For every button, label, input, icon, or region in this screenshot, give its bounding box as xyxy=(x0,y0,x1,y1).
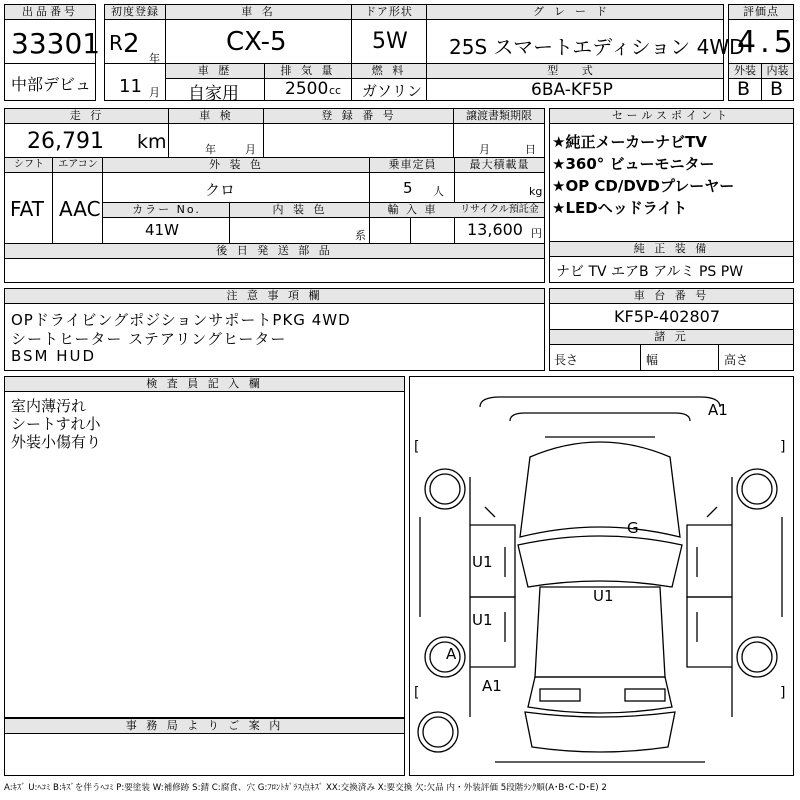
bracket-top-left: [ xyxy=(414,439,420,455)
sales-point-1: ★純正メーカーナビTV xyxy=(552,133,707,151)
venue: 中部デビュ xyxy=(11,75,92,94)
door-cell xyxy=(351,4,427,64)
bracket-bottom-right: ] xyxy=(780,685,786,701)
score: 4.5 xyxy=(737,25,797,60)
reg-year: 2 xyxy=(123,29,140,59)
notes-block xyxy=(4,288,545,371)
windshield xyxy=(518,536,682,587)
equipment-label: 純 正 装 備 xyxy=(550,242,793,257)
office-label: 事 務 局 よ り ご 案 内 xyxy=(5,719,404,734)
mileage-label: 走 行 xyxy=(5,109,169,124)
inspection-label: 車 検 xyxy=(169,109,264,124)
displacement-cell xyxy=(264,63,352,101)
mark-a1-top: A1 xyxy=(708,401,728,419)
chassis-number: KF5P-402807 xyxy=(614,307,721,326)
capacity-label: 乗車定員 xyxy=(370,158,455,173)
mark-u1-left-rear: U1 xyxy=(472,611,493,629)
transfer-day-unit: 日 xyxy=(525,143,536,156)
grade-cell xyxy=(426,4,745,64)
mileage-unit: km xyxy=(137,131,167,153)
notes-line-3: BSM HUD xyxy=(11,347,97,365)
sales-points-label: セールスポイント xyxy=(550,109,793,124)
aircon: AAC xyxy=(59,197,101,221)
mark-u1-roof: U1 xyxy=(593,587,614,605)
height-label: 高さ xyxy=(724,353,749,367)
inspector-block xyxy=(4,376,405,718)
vehicle-details-block xyxy=(4,108,545,283)
inspection-month-unit: 月 xyxy=(245,143,256,156)
grade: 25S スマートエディション 4WD xyxy=(449,35,745,59)
mark-a1-bottom: A1 xyxy=(482,677,502,695)
inspector-line-3: 外装小傷有り xyxy=(11,433,102,451)
mileage: 26,791 xyxy=(27,129,104,154)
shift: FAT xyxy=(10,197,45,221)
reg-month: 11 xyxy=(119,76,142,97)
interior-grade-cell xyxy=(761,63,794,101)
month-unit: 月 xyxy=(149,86,160,99)
later-parts-label: 後 日 発 送 部 品 xyxy=(5,244,544,259)
score-label: 評価点 xyxy=(729,5,793,20)
sales-point-2: ★360° ビューモニター xyxy=(552,155,715,173)
interior-grade: B xyxy=(770,78,784,100)
recycle-unit: 円 xyxy=(531,227,542,240)
door-type: 5W xyxy=(372,29,408,54)
front-bumper xyxy=(480,397,720,407)
car-name-label: 車 名 xyxy=(166,5,351,20)
mark-a-wheel: A xyxy=(446,645,457,663)
notes-line-1: OPドライビングポジションサポートPKG 4WD xyxy=(11,311,351,329)
venue-cell xyxy=(4,63,96,101)
displacement: 2500 xyxy=(285,79,329,99)
notes-line-2: シートヒーター ステアリングヒーター xyxy=(11,330,287,348)
lot-number-cell xyxy=(4,4,101,64)
fuel: ガソリン xyxy=(362,82,423,100)
fuel-label: 燃 料 xyxy=(352,64,426,79)
bracket-bottom-left: [ xyxy=(414,685,420,701)
grade-label: グレード xyxy=(427,5,723,20)
month-cell xyxy=(104,63,166,101)
car-name-cell xyxy=(165,4,352,64)
mark-g: G xyxy=(627,519,639,537)
recycle-label: リサイクル預託金 xyxy=(455,203,544,218)
bracket-top-right: ] xyxy=(780,439,786,455)
shift-label: シフト xyxy=(5,158,53,173)
model-code-label: 型 式 xyxy=(427,64,723,79)
era: R xyxy=(109,31,123,55)
capacity-unit: 人 xyxy=(433,185,444,198)
legend: A:ｷｽﾞ U:ﾍｺﾐ B:ｷｽﾞを伴うﾍｺﾐ P:要塗装 W:補修跡 S:錆 C:腐食、穴 G:ﾌﾛﾝﾄｶﾞﾗｽ点ｷｽﾞ XX:交換済み X:要交換 欠:欠品 内・外装評価 5段階ﾗﾝｸ順(A･B･C･D･E) 2 xyxy=(4,783,607,793)
recycle: 13,600 xyxy=(467,220,523,239)
fuel-cell xyxy=(351,63,427,101)
right-rear-wheel xyxy=(737,637,777,677)
trunk xyxy=(525,712,675,752)
damage-diagram xyxy=(409,376,794,776)
equipment-block xyxy=(549,241,794,283)
left-rear-wheel xyxy=(425,637,465,677)
specs-label: 諸 元 xyxy=(550,330,793,345)
mark-u1-left-front: U1 xyxy=(472,553,493,571)
inspector-line-1: 室内薄汚れ xyxy=(11,397,87,415)
exterior-grade: B xyxy=(737,78,751,100)
right-front-wheel xyxy=(737,469,777,509)
reg-number-label: 登 録 番 号 xyxy=(264,109,454,124)
displacement-unit: cc xyxy=(329,84,342,97)
inspector-line-2: シートすれ小 xyxy=(11,415,101,433)
history: 自家用 xyxy=(188,84,239,104)
interior-grade-label: 内装 xyxy=(762,64,793,79)
ext-color-label: 外 装 色 xyxy=(103,158,370,173)
first-reg-label: 初度登録 xyxy=(105,5,165,20)
length-label: 長さ xyxy=(554,353,579,367)
year-unit: 年 xyxy=(149,52,160,65)
sales-points-block xyxy=(549,108,794,242)
first-reg-cell xyxy=(104,4,166,64)
door-label: ドア形状 xyxy=(352,5,426,20)
chassis-label: 車 台 番 号 xyxy=(550,289,793,304)
int-color-unit: 系 xyxy=(355,229,366,242)
inspection-year-unit: 年 xyxy=(205,143,216,156)
width-label: 幅 xyxy=(646,353,659,367)
inspector-label: 検 査 員 記 入 欄 xyxy=(5,377,404,392)
notes-label: 注 意 事 項 欄 xyxy=(5,289,544,304)
transfer-label: 譲渡書類期限 xyxy=(454,109,544,124)
left-front-wheel xyxy=(425,469,465,509)
office-block xyxy=(4,718,405,776)
rear-window xyxy=(528,677,672,713)
int-color-label: 内 装 色 xyxy=(230,203,370,218)
spare-wheel xyxy=(418,712,458,752)
exterior-grade-cell xyxy=(728,63,762,101)
score-cell xyxy=(728,4,797,64)
ext-color: クロ xyxy=(205,181,236,199)
history-cell xyxy=(165,63,265,104)
max-load-unit: kg xyxy=(529,185,543,198)
sales-point-3: ★OP CD/DVDプレーヤー xyxy=(552,177,735,195)
color-no: 41W xyxy=(145,221,179,239)
hood xyxy=(520,442,680,537)
chassis-block xyxy=(549,288,794,371)
sales-point-4: ★LEDヘッドライト xyxy=(552,199,688,217)
import-label: 輸 入 車 xyxy=(370,203,455,218)
capacity: 5 xyxy=(403,179,413,197)
color-no-label: カラー No. xyxy=(103,203,230,218)
lot-number: 33301 xyxy=(11,27,101,60)
exterior-grade-label: 外装 xyxy=(729,64,761,79)
displacement-label: 排 気 量 xyxy=(265,64,351,79)
car-name: CX-5 xyxy=(226,27,287,57)
max-load-label: 最大積載量 xyxy=(455,158,544,173)
model-code: 6BA-KF5P xyxy=(531,80,613,100)
history-label: 車 歴 xyxy=(166,64,264,79)
transfer-month-unit: 月 xyxy=(479,143,490,156)
model-code-cell xyxy=(426,63,724,101)
lot-number-label: 出品番号 xyxy=(5,5,95,20)
equipment: ナビ TV エアB アルミ PS PW xyxy=(556,264,744,280)
aircon-label: エアコン xyxy=(53,158,103,173)
